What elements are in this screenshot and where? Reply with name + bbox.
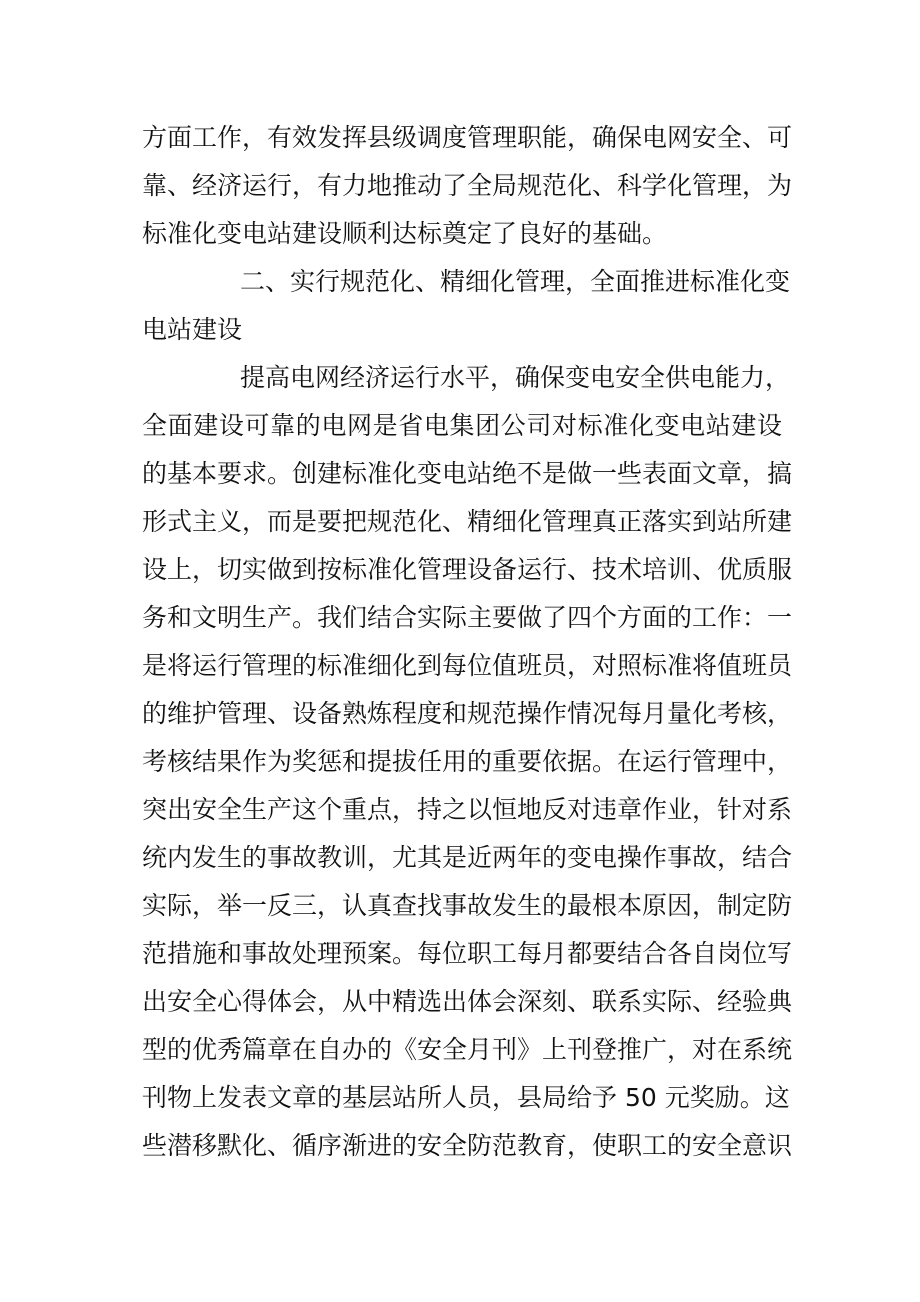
text-line: 提高电网经济运行水平，确保变电安全供电能力， (240, 363, 791, 392)
text-line: 标准化变电站建设顺利达标奠定了良好的基础。 (142, 219, 668, 248)
text-line: 实际，举一反三，认真查找事故发生的最根本原因，制定防 (142, 891, 793, 920)
text-line: 统内发生的事故教训，尤其是近两年的变电操作事故，结合 (142, 843, 793, 872)
text-line: 些潜移默化、循序渐进的安全防范教育，使职工的安全意识 (142, 1131, 793, 1160)
text-line: 务和文明生产。我们结合实际主要做了四个方面的工作：一 (142, 603, 793, 632)
text-line: 的维护管理、设备熟炼程度和规范操作情况每月量化考核， (142, 699, 793, 728)
text-line: 方面工作，有效发挥县级调度管理职能，确保电网安全、可 (142, 123, 793, 152)
text-line: 全面建设可靠的电网是省电集团公司对标准化变电站建设 (142, 411, 782, 440)
text-line: 刊物上发表文章的基层站所人员，县局给予 50 元奖励。这 (142, 1083, 790, 1112)
text-line: 的基本要求。创建标准化变电站绝不是做一些表面文章，搞 (142, 459, 793, 488)
text-line: 出安全心得体会，从中精选出体会深刻、联系实际、经验典 (142, 987, 793, 1016)
text-line: 考核结果作为奖惩和提拔任用的重要依据。在运行管理中， (142, 747, 793, 776)
text-line: 范措施和事故处理预案。每位职工每月都要结合各自岗位写 (142, 939, 793, 968)
section-heading-continued: 电站建设 (142, 315, 243, 344)
text-line: 是将运行管理的标准细化到每位值班员，对照标准将值班员 (142, 651, 793, 680)
text-line: 突出安全生产这个重点，持之以恒地反对违章作业，针对系 (142, 795, 793, 824)
text-line: 靠、经济运行，有力地推动了全局规范化、科学化管理，为 (142, 171, 793, 200)
text-line: 形式主义，而是要把规范化、精细化管理真正落实到站所建 (142, 507, 793, 536)
text-line: 设上，切实做到按标准化管理设备运行、技术培训、优质服 (142, 555, 793, 584)
text-line: 型的优秀篇章在自办的《安全月刊》上刊登推广，对在系统 (142, 1035, 793, 1064)
section-heading: 二、实行规范化、精细化管理，全面推进标准化变 (240, 267, 791, 296)
